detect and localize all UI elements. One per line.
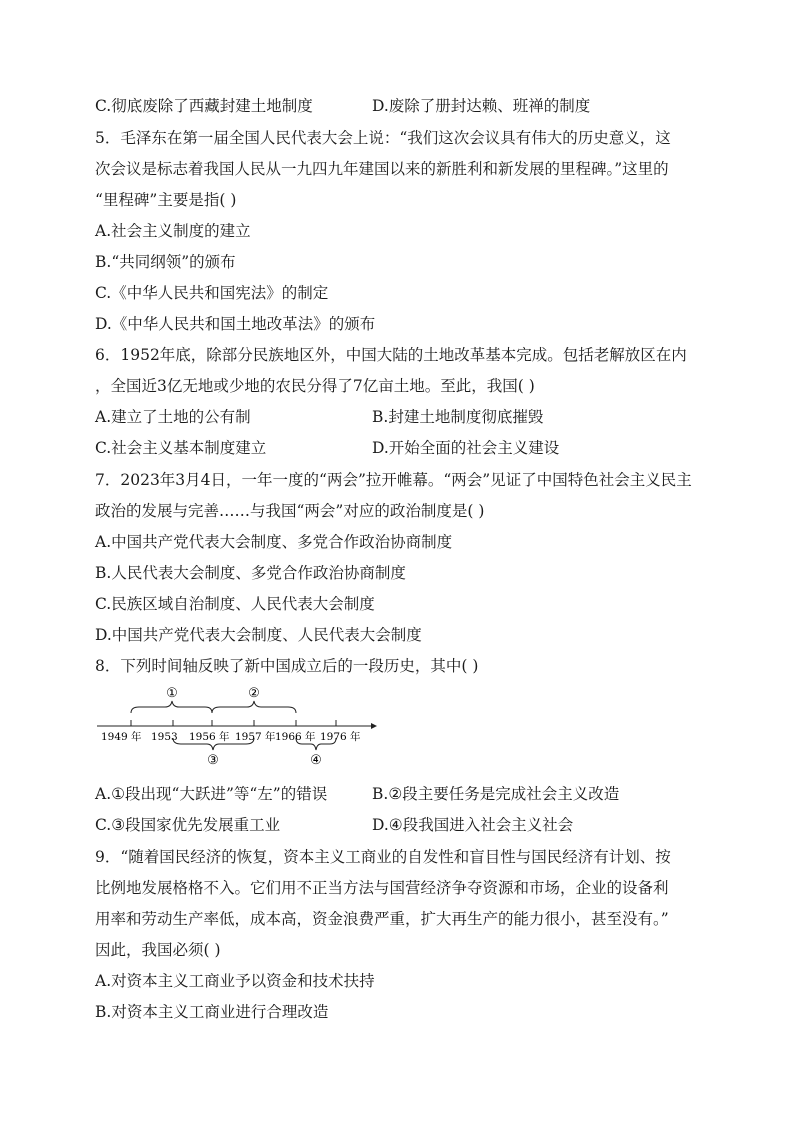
- q6-option-a: A.建立了土地的公有制: [95, 408, 251, 426]
- q6-option-b: B.封建土地制度彻底摧毁: [372, 408, 544, 426]
- q6-option-c: C.社会主义基本制度建立: [95, 439, 267, 457]
- q7-option-c: C.民族区域自治制度、人民代表大会制度: [95, 595, 375, 613]
- q5-option-a: A.社会主义制度的建立: [95, 222, 251, 240]
- q5-option-d: D.《中华人民共和国土地改革法》的颁布: [95, 315, 376, 333]
- q5-stem-line2: 次会议是标志着我国人民从一九四九年建国以来的新胜利和新发展的里程碑。”这里的: [95, 160, 669, 178]
- q8-option-c: C.③段国家优先发展重工业: [95, 816, 281, 834]
- q8-option-a: A.①段出现“大跃进”等“左”的错误: [95, 785, 328, 803]
- q8-option-d: D.④段我国进入社会主义社会: [372, 816, 574, 834]
- q5-stem-line1: 5．毛泽东在第一届全国人民代表大会上说：“我们这次会议具有伟大的历史意义，这: [95, 129, 671, 147]
- q7-stem-line2: 政治的发展与完善……与我国“两会”对应的政治制度是( ): [95, 502, 485, 520]
- q6-option-d: D.开始全面的社会主义建设: [372, 439, 560, 457]
- q5-stem-line3: “里程碑”主要是指( ): [95, 191, 237, 209]
- q5-option-b: B.“共同纲领”的颁布: [95, 253, 236, 271]
- brace-1: [131, 701, 212, 713]
- q6-stem-line2: ，全国近3亿无地或少地的农民分得了7亿亩土地。至此，我国( ): [95, 377, 535, 395]
- q9-option-b: B.对资本主义工商业进行合理改造: [95, 1003, 329, 1021]
- mark-4: ④: [310, 753, 322, 768]
- q9-stem-line3: 用率和劳动生产率低，成本高，资金浪费严重，扩大再生产的能力很小，甚至没有。”: [95, 910, 669, 928]
- q9-stem-line4: 因此，我国必须( ): [95, 941, 221, 959]
- mark-3: ③: [207, 753, 219, 768]
- q4-option-c: C.彻底废除了西藏封建土地制度: [95, 97, 313, 115]
- q7-stem-line1: 7．2023年3月4日，一年一度的“两会”拉开帷幕。“两会”见证了中国特色社会主义民主: [95, 471, 692, 489]
- q6-stem-line1: 6．1952年底，除部分民族地区外，中国大陆的土地改革基本完成。包括老解放区在内: [95, 346, 687, 364]
- timeline-arrow-icon: [371, 723, 377, 729]
- year-label-1966: 1966 年: [275, 731, 316, 743]
- q8-option-b: B.②段主要任务是完成社会主义改造: [372, 785, 620, 803]
- q7-option-a: A.中国共产党代表大会制度、多党合作政治协商制度: [95, 533, 453, 551]
- mark-2: ②: [248, 686, 260, 701]
- year-label-1976: 1976 年: [320, 731, 361, 743]
- year-label-1953: 1953: [151, 731, 178, 743]
- year-label-1956: 1956 年: [189, 731, 230, 743]
- q9-stem-line1: 9．“随着国民经济的恢复，资本主义工商业的自发性和盲目性与国民经济有计划、按: [95, 848, 671, 866]
- year-label-1949: 1949 年: [101, 731, 142, 743]
- mark-1: ①: [166, 686, 178, 701]
- q8-stem-line1: 8．下列时间轴反映了新中国成立后的一段历史，其中( ): [95, 657, 479, 675]
- q9-option-a: A.对资本主义工商业予以资金和技术扶持: [95, 972, 375, 990]
- q9-stem-line2: 比例地发展格格不入。它们用不正当方法与国营经济争夺资源和市场，企业的设备利: [95, 879, 669, 897]
- brace-2: [212, 701, 296, 713]
- q5-option-c: C.《中华人民共和国宪法》的制定: [95, 284, 329, 302]
- year-label-1957: 1957 年: [235, 731, 276, 743]
- q7-option-b: B.人民代表大会制度、多党合作政治协商制度: [95, 564, 406, 582]
- q7-option-d: D.中国共产党代表大会制度、人民代表大会制度: [95, 626, 422, 644]
- timeline-diagram: [95, 680, 395, 780]
- q4-option-d: D.废除了册封达赖、班禅的制度: [372, 97, 591, 115]
